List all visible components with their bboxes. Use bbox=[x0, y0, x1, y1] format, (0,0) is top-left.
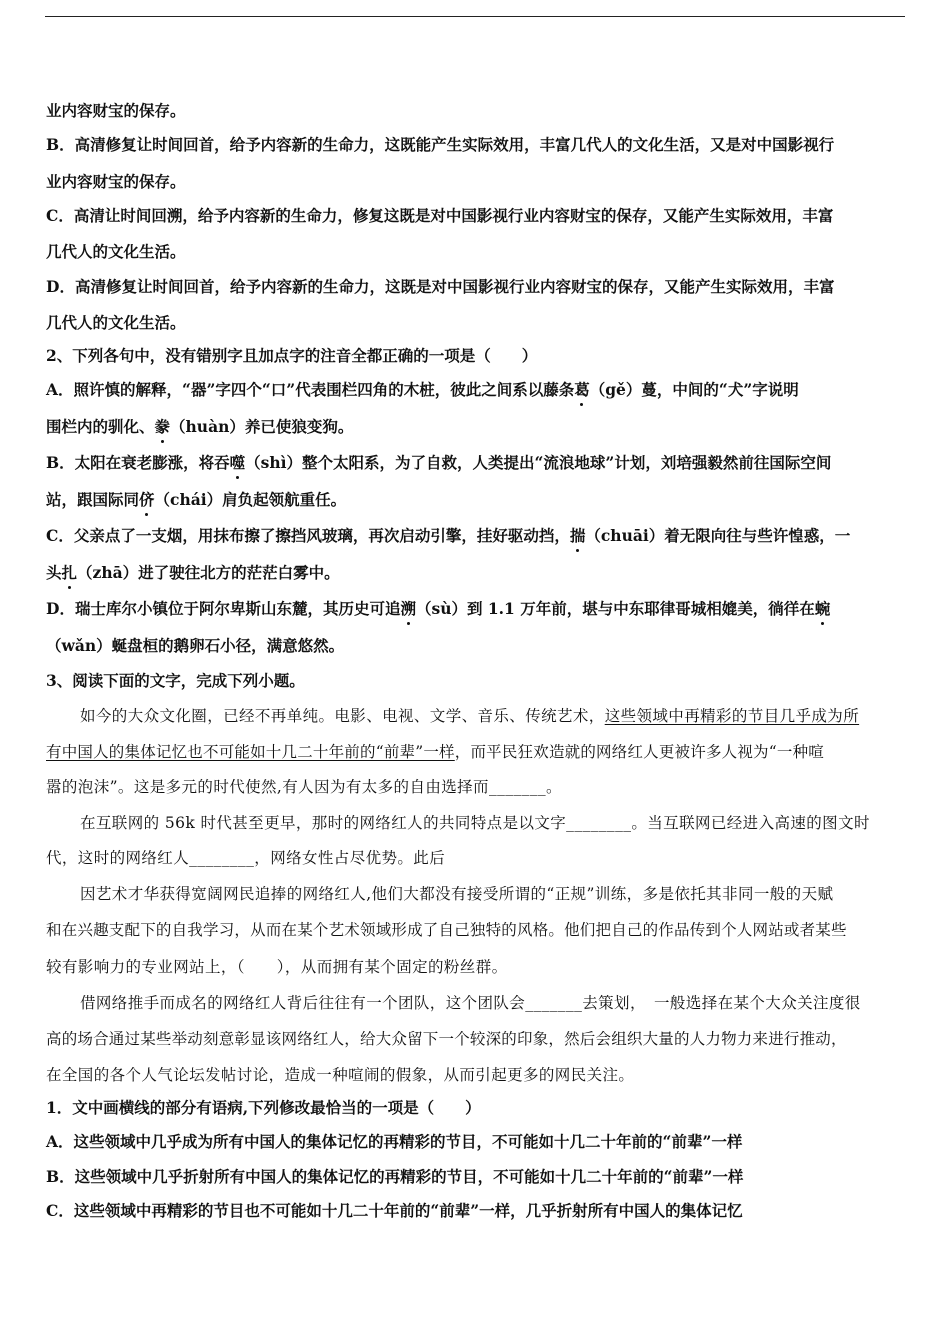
passage-line: 借网络推手而成名的网络红人背后往往有一个团队，这个团队会_______去策划， 一般选择在某个大众关注度很 bbox=[80, 994, 861, 1012]
passage-line: 因艺术才华获得宽阔网民追捧的网络红人,他们大都没有接受所谓的“正规”训练，多是依托其非同一般的天赋 bbox=[80, 885, 834, 903]
option-d-line: D．高清修复让时间回首，给予内容新的生命力，这既是对中国影视行业内容财宝的保存，又能产生实际效用，丰富 bbox=[46, 277, 835, 296]
passage-line: 和在兴趣支配下的自我学习，从而在某个艺术领域形成了自己独特的风格。他们把自己的作品传到个人网站或者某些 bbox=[46, 921, 847, 939]
text-run: C．父亲点了一支烟，用抹布擦了擦挡风玻璃，再次启动引擎，挂好驱动挡， bbox=[46, 526, 570, 545]
sub1-option-c: C．这些领域中再精彩的节目也不可能如十几二十年前的“前辈”一样，几乎折射所有中国人的集体记忆 bbox=[46, 1201, 743, 1220]
text-run: A．照许慎的解释，“器”字四个“口”代表围栏四角的木桩，彼此之间系以藤条 bbox=[46, 380, 575, 399]
text-run: D．瑞士库尔小镇位于阿尔卑斯山东麓，其历史可追 bbox=[46, 599, 401, 618]
sub1-option-b: B．这些领域中几乎折射所有中国人的集体记忆的再精彩的节目，不可能如十几二十年前的“前辈”一样 bbox=[46, 1167, 744, 1186]
header-rule bbox=[45, 16, 905, 17]
passage-line bbox=[46, 741, 906, 763]
q2-option-d-line bbox=[46, 598, 906, 620]
text-run: （zhā）进了驶往北方的茫茫白雾中。 bbox=[77, 563, 340, 582]
dotted-char: 扎 bbox=[61, 563, 78, 582]
text-line: 几代人的文化生活。 bbox=[46, 313, 186, 332]
option-c-line: C．高清让时间回溯，给予内容新的生命力，修复这既是对中国影视行业内容财宝的保存，又能产生实际效用，丰富 bbox=[46, 206, 834, 225]
q2-option-b-line bbox=[46, 452, 906, 474]
passage-line: 嚣的泡沫”。这是多元的时代使然,有人因为有太多的自由选择而_______。 bbox=[46, 778, 562, 796]
dotted-char: 噬 bbox=[229, 453, 246, 472]
dotted-char: 豢 bbox=[154, 417, 171, 436]
text-run: 围栏内的驯化、 bbox=[46, 417, 155, 436]
text-run: （sù）到 1.1 万年前，堪与中东耶律哥城相媲美，徜徉在 bbox=[415, 599, 815, 618]
text-line: 业内容财宝的保存。 bbox=[46, 172, 186, 191]
sub-question-1-stem: 1．文中画横线的部分有语病,下列修改最恰当的一项是（ ） bbox=[46, 1098, 481, 1117]
passage-line: 在互联网的 56k 时代甚至更早，那时的网络红人的共同特点是以文字________。当互联网已经进入高速的图文时 bbox=[80, 814, 870, 832]
dotted-char: 侪 bbox=[139, 490, 155, 509]
text-line: （wǎn）蜒盘桓的鹅卵石小径，满意悠然。 bbox=[46, 636, 345, 655]
sub1-option-a: A．这些领域中几乎成为所有中国人的集体记忆的再精彩的节目，不可能如十几二十年前的“前辈”一样 bbox=[46, 1132, 743, 1151]
text-line bbox=[46, 562, 906, 584]
dotted-char: 揣 bbox=[569, 526, 586, 545]
dotted-char: 溯 bbox=[400, 599, 416, 618]
passage-line: 代，这时的网络红人________，网络女性占尽优势。此后 bbox=[46, 849, 446, 867]
option-b-line: B．高清修复让时间回首，给予内容新的生命力，这既能产生实际效用，丰富几代人的文化生活，又是对中国影视行 bbox=[46, 135, 835, 154]
text-run: （shì）整个太阳系，为了自救，人类提出“流浪地球”计划，刘培强毅然前往国际空间 bbox=[245, 453, 832, 472]
dotted-char: 蜿 bbox=[814, 599, 831, 618]
q2-option-a-line bbox=[46, 379, 906, 401]
text-run: （chái）肩负起领航重任。 bbox=[154, 490, 347, 509]
text-run: ，而平民狂欢造就的网络红人更被许多人视为“一种喧 bbox=[454, 743, 824, 761]
underlined-text: 有中国人的集体记忆也不可能如十几二十年前的“前辈”一样 bbox=[46, 743, 455, 761]
text-run: 如今的大众文化圈，已经不再单纯。电影、电视、文学、音乐、传统艺术， bbox=[80, 707, 605, 725]
dotted-char: 葛 bbox=[574, 380, 590, 399]
text-run: 站，跟国际同 bbox=[46, 490, 140, 509]
passage-line: 在全国的各个人气论坛发帖讨论，造成一种喧闹的假象，从而引起更多的网民关注。 bbox=[46, 1066, 635, 1084]
text-run: （huàn）养已使狼变狗。 bbox=[170, 417, 354, 436]
underlined-text: 这些领域中再精彩的节目几乎成为所 bbox=[604, 707, 860, 725]
text-run: B．太阳在衰老膨涨，将吞 bbox=[46, 453, 230, 472]
passage-line bbox=[80, 705, 906, 727]
text-run: （gě）蔓，中间的“犬”字说明 bbox=[589, 380, 799, 399]
text-line bbox=[46, 489, 906, 511]
q2-option-c-line bbox=[46, 525, 906, 547]
text-run: （chuāi）着无限向往与些许惶惑，一 bbox=[585, 526, 851, 545]
text-line bbox=[46, 416, 906, 438]
question-3-stem: 3、阅读下面的文字，完成下列小题。 bbox=[46, 671, 305, 690]
question-2-stem: 2、下列各句中，没有错别字且加点字的注音全都正确的一项是（ ） bbox=[46, 346, 538, 365]
text-line: 业内容财宝的保存。 bbox=[46, 101, 186, 120]
passage-line: 高的场合通过某些举动刻意彰显该网络红人，给大众留下一个较深的印象，然后会组织大量的人力物力来进行推动， bbox=[46, 1030, 847, 1048]
text-run: 头 bbox=[46, 563, 62, 582]
passage-line: 较有影响力的专业网站上，（ ），从而拥有某个固定的粉丝群。 bbox=[46, 958, 508, 976]
text-line: 几代人的文化生活。 bbox=[46, 242, 186, 261]
